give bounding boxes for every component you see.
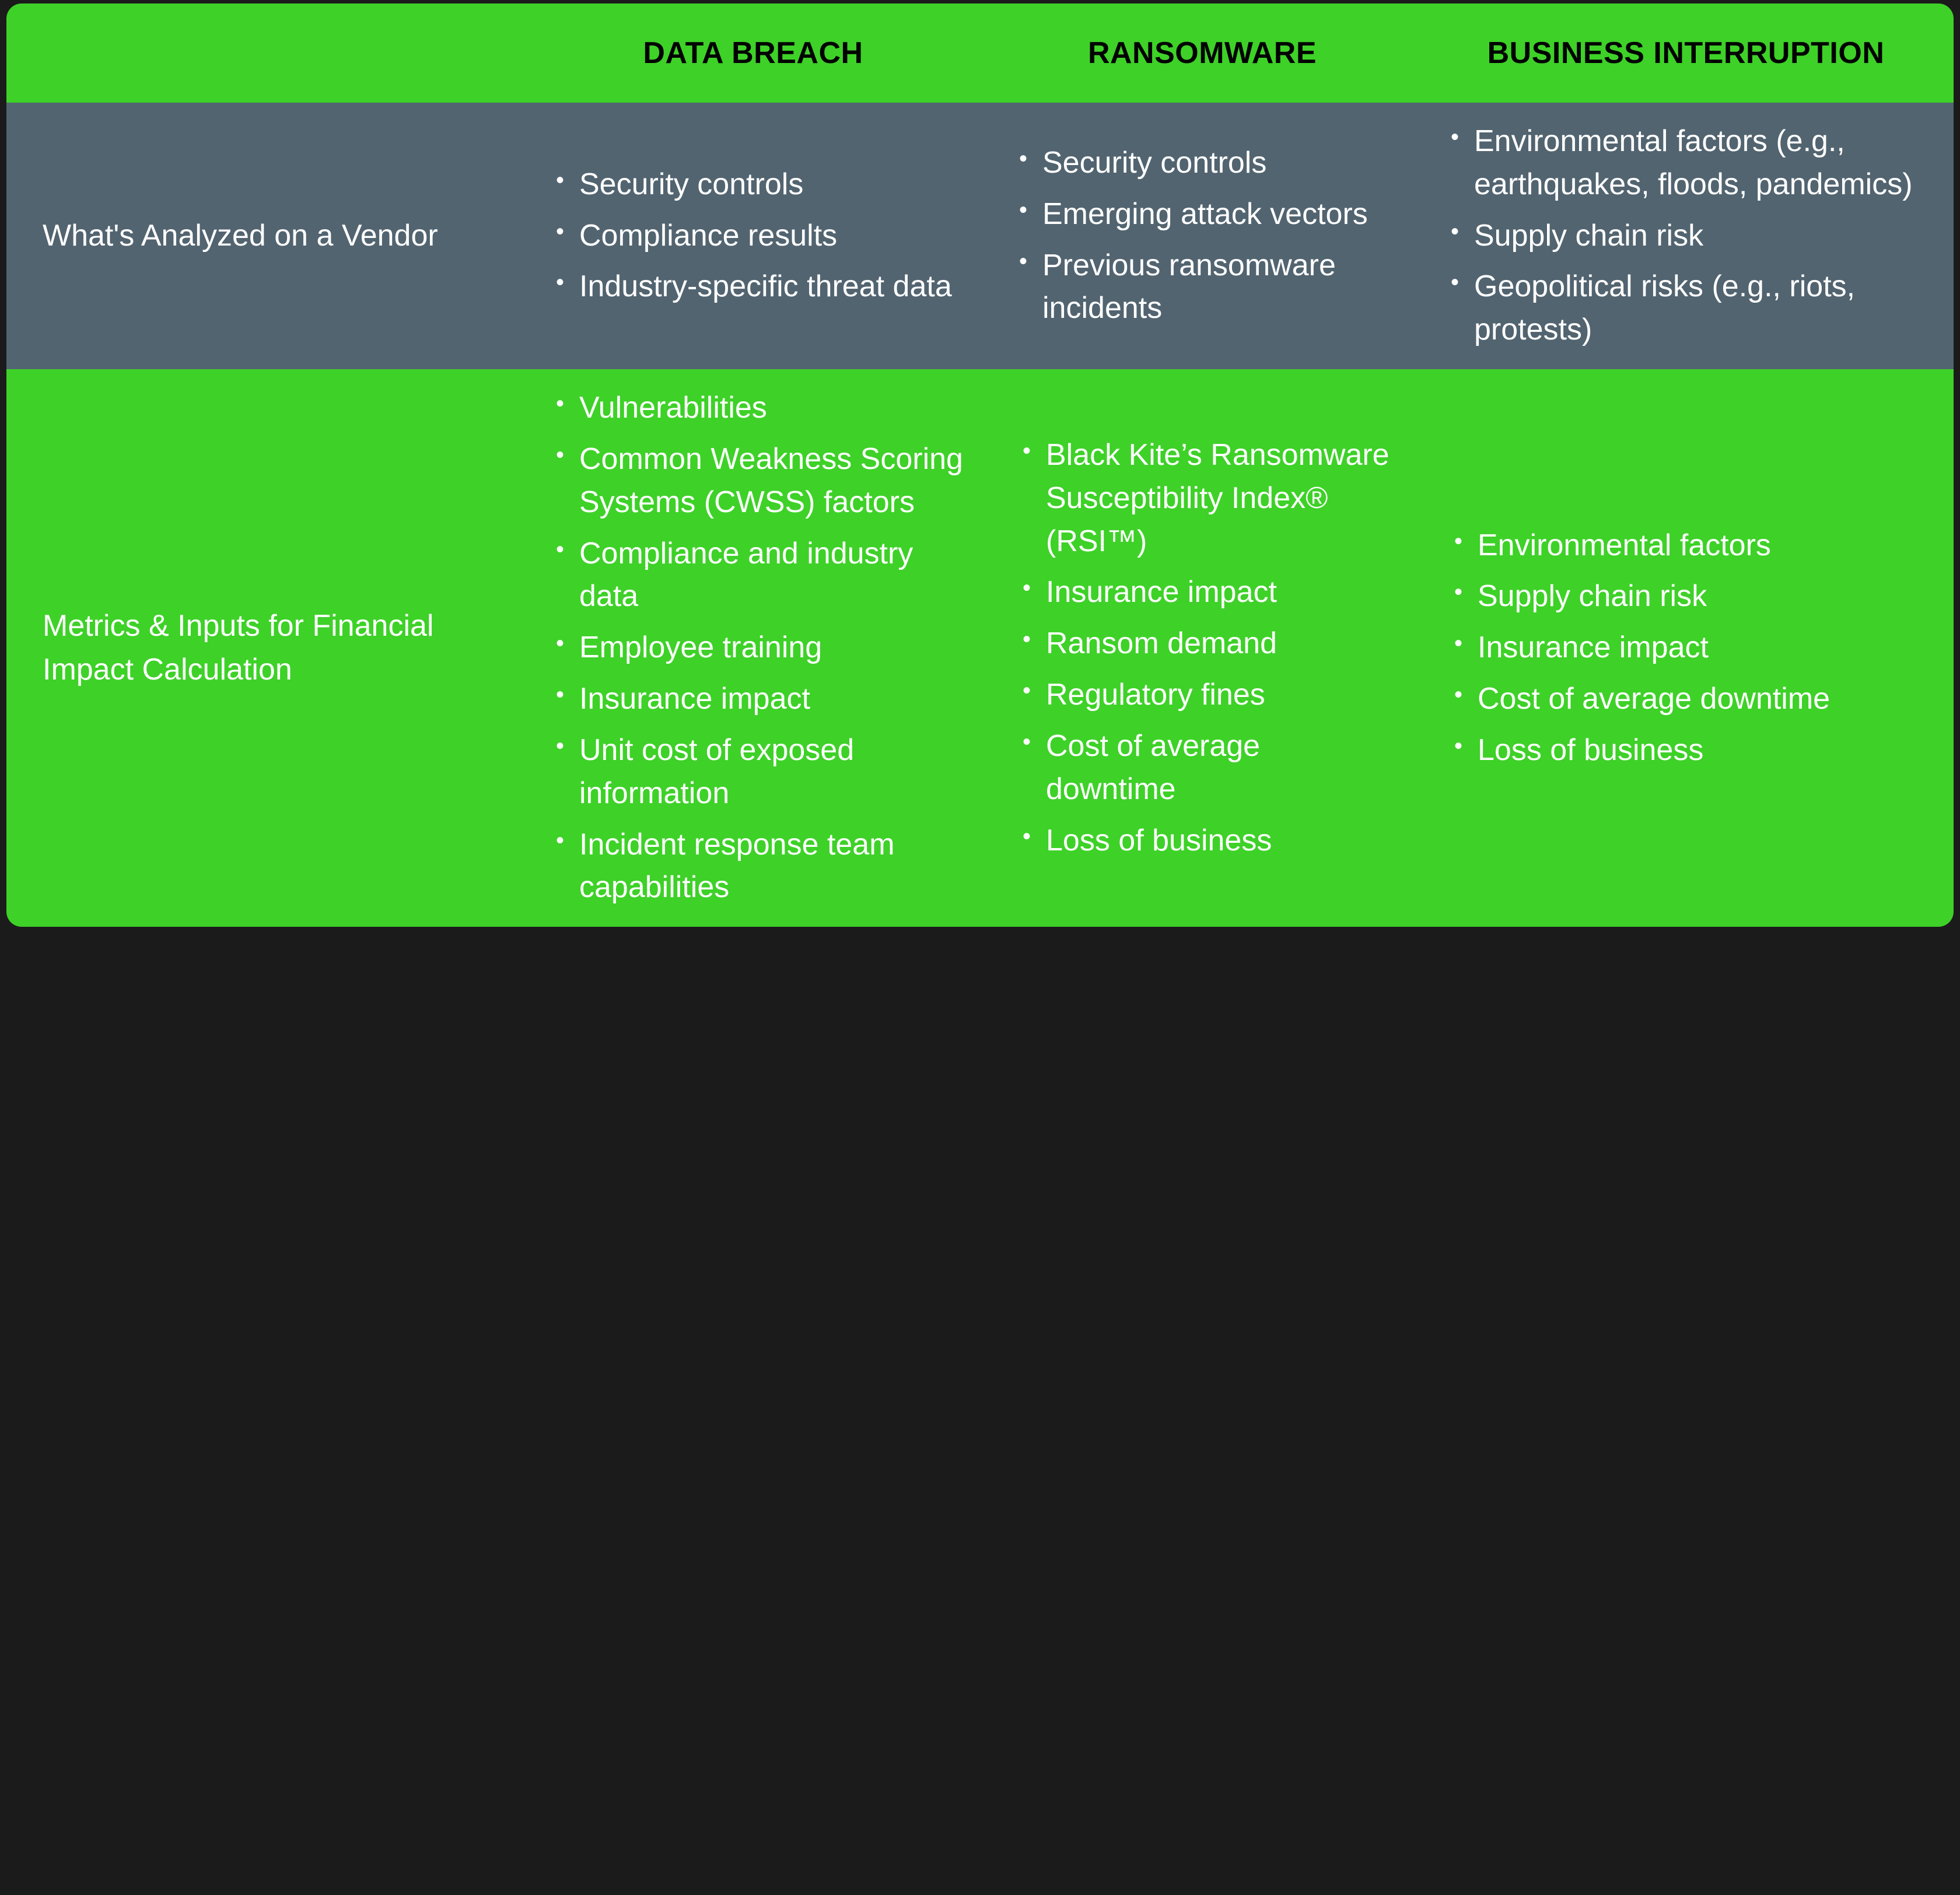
list-item: • Compliance results [576, 215, 963, 258]
bullet-list [1010, 142, 1395, 330]
table-body [6, 103, 1954, 927]
bullet-list [1441, 120, 1930, 352]
header-cell-ransomware: RANSOMWARE [986, 3, 1418, 103]
bullet-list [1010, 434, 1395, 862]
list-item: • Environmental factors (e.g., earthquakes, floods, pandemics) [1471, 120, 1930, 206]
list-item: • Employee training [576, 626, 963, 670]
table-header [6, 3, 1954, 103]
header-cell-empty [6, 3, 520, 103]
bullet-list [1441, 524, 1930, 772]
list-item: • Vulnerabilities [576, 387, 963, 430]
row-label-metrics-inputs: Metrics & Inputs for Financial Impact Calculation [6, 369, 520, 927]
vendor-risk-comparison-table [6, 3, 1954, 927]
list-item: • Common Weakness Scoring Systems (CWSS) factors [576, 438, 963, 524]
row-label-whats-analyzed: What's Analyzed on a Vendor [6, 103, 520, 369]
bullet-list [543, 163, 963, 309]
list-item: • Loss of business [1042, 819, 1395, 863]
list-item: • Emerging attack vectors [1039, 193, 1395, 236]
list-item: • Ransom demand [1042, 622, 1395, 665]
list-item: • Geopolitical risks (e.g., riots, protests) [1471, 265, 1930, 352]
list-item: • Cost of average downtime [1042, 725, 1395, 811]
header-cell-business-interruption: BUSINESS INTERRUPTION [1418, 3, 1954, 103]
list-item: • Compliance and industry data [576, 533, 963, 619]
cell-data-breach-metrics [520, 369, 986, 927]
cell-business-interruption-analyzed [1418, 103, 1954, 369]
list-item: • Security controls [576, 163, 963, 206]
rsi-link[interactable]: Black Kite’s Ransomware Susceptibility Index® (RSI™) [1046, 437, 1390, 558]
table-row [6, 103, 1954, 369]
list-item: • Previous ransomware incidents [1039, 244, 1395, 331]
list-item: • Loss of business [1474, 729, 1930, 772]
cell-ransomware-analyzed [986, 103, 1418, 369]
list-item: • Cost of average downtime [1474, 678, 1930, 721]
header-cell-data-breach: DATA BREACH [520, 3, 986, 103]
cell-ransomware-metrics [986, 369, 1418, 927]
header-row [6, 3, 1954, 103]
list-item: • Security controls [1039, 142, 1395, 185]
list-item: • Insurance impact [1474, 626, 1930, 670]
list-item: • Regulatory fines [1042, 674, 1395, 717]
list-item: • Incident response team capabilities [576, 824, 963, 910]
list-item: • Insurance impact [1042, 571, 1395, 614]
list-item: • Supply chain risk [1474, 575, 1930, 618]
list-item: • Insurance impact [576, 678, 963, 721]
cell-data-breach-analyzed [520, 103, 986, 369]
list-item: • Supply chain risk [1471, 215, 1930, 258]
list-item [1042, 434, 1395, 563]
cell-business-interruption-metrics [1418, 369, 1954, 927]
list-item: • Industry-specific threat data [576, 265, 963, 309]
list-item: • Unit cost of exposed information [576, 729, 963, 815]
bullet-list [543, 387, 963, 909]
list-item: • Environmental factors [1474, 524, 1930, 568]
table-row [6, 369, 1954, 927]
